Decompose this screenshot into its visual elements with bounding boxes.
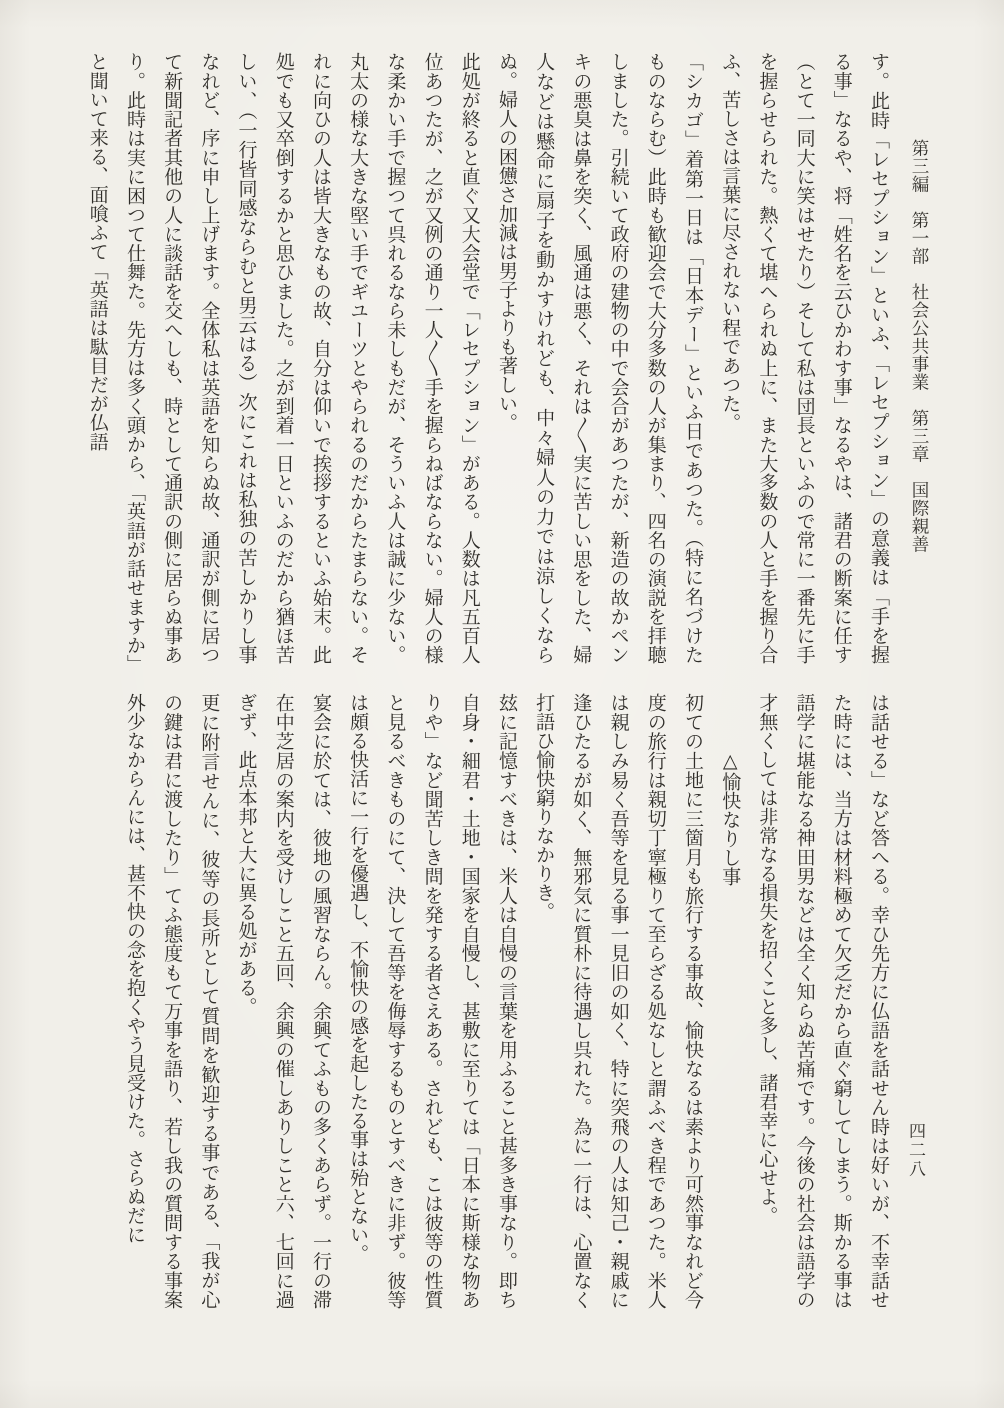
upper-text-block — [75, 52, 897, 664]
paragraph: 此処が終ると直ぐ又大会堂で「レセプション」がある。人数は凡五百人位あつたが、之が又例の通り一人〱手を握らねばならない。婦人の様な柔かい手で握つて呉れるなら未しもだが、そういふ人は誠に少ない。丸太の様な大きな堅い手でギユーツとやられるのだからたまらない。それに向ひの人は皆大きなもの故、自分は仰いで挨拶するといふ始末。此処でも又卒倒するかと思ひました。之が到着一日といふのだから猶ほ苦しい、（一行皆同感ならむと男云はる）次にこれは私独の苦しかりし事なれど、序に申し上げます。全体私は英語を知らぬ故、通訳が側に居つて新聞記者其他の人に談話を交へしも、時として通訳の側に居らぬ事あり。此時は実に困つて仕舞た。先方は多く頭から、「英語が話せますか」と聞いて来る、面喰ふて「英語は駄目だが仏語 — [86, 52, 480, 664]
paragraph: す。此時「レセプション」といふ、「レセプション」の意義は「手を握る事」なるや、将「姓名を云ひかわす事」なるやは、諸君の断案に任す（とて一同大に笑はせたり）そして私は団長といふので常に一番先に手を握らせられた。熱くて堪へられぬ上に、また大多数の人と手を握り合ふ、苦しさは言葉に尽されない程であつた。 — [719, 52, 889, 664]
section-heading: △愉快なりし事 — [719, 750, 741, 886]
paragraph: 「シカゴ」着第一日は「日本デー」といふ日であつた。（特に名づけたものならむ）此時も歓迎会で大分多数の人が集まり、四名の演説を拝聴しました。引続いて政府の建物の中で会合があつたが、新造の故かペンキの悪臭は鼻を突く、風通は悪く、それは〱実に苦しい思をした、婦人などは懸命に扇子を動かすけれども、中々婦人の力では涼しくならぬ。婦人の困憊さ加減は男子よりも著しい。 — [495, 52, 703, 664]
paragraph: は話せる」など答へる。幸ひ先方に仏語を話せん時は好いが、不幸話せた時には、当方は材料極めて欠乏だから直ぐ窮してしまう。斯かる事は語学に堪能なる神田男などは全く知らぬ苦痛です。今後の社会は語学の才無くしては非常なる損失を招くこと多し、諸君幸に心せよ。 — [756, 693, 889, 1309]
paragraph: 宴会に於ては、彼地の風習ならん。余興てふもの多くあらず。一行の滞在中芝居の案内を受けしこと五回、余興の催しありしこと六、七回に過ぎず、此点本邦と大に異る処がある。 — [235, 693, 331, 1309]
lower-text-block — [75, 693, 897, 1309]
page-number: 四二八 — [906, 1122, 925, 1179]
paragraph: 更に附言せんに、彼等の長所として質問を歓迎する事である、「我が心の鍵は君に渡したり」てふ態度もて万事を語り、若し我の質問する事案外少なからんには、甚不快の念を抱くやう見受けた。さらぬだに — [123, 693, 220, 1309]
paragraph: 初ての土地に三箇月も旅行する事故、愉快なるは素より可然事なれど今度の旅行は親切丁寧極りて至らざる処なしと謂ふべき程であつた。米人は親しみ易く吾等を見る事一見旧の如く、特に突飛の人は知己・親戚に逢ひたるが如く、無邪気に質朴に待遇し呉れた。為に一行は、心置なく打語ひ愉快窮りなかりき。 — [533, 693, 703, 1309]
running-head: 第三編 第一部 社会公共事業 第三章 国際親善 — [910, 139, 930, 553]
paragraph: 玆に記憶すべきは、米人は自慢の言葉を用ふること甚多き事なり。即ち自身・細君・土地・国家を自慢し、甚敷に至りては「日本に斯様な物ありや」など聞苦しき問を発する者さえある。されども、こは彼等の性質と見るべきものにて、決して吾等を侮辱するものとすべきに非ず。彼等は頗る快活に一行を優遇し、不愉快の感を起したる事は殆とない。 — [347, 693, 517, 1309]
